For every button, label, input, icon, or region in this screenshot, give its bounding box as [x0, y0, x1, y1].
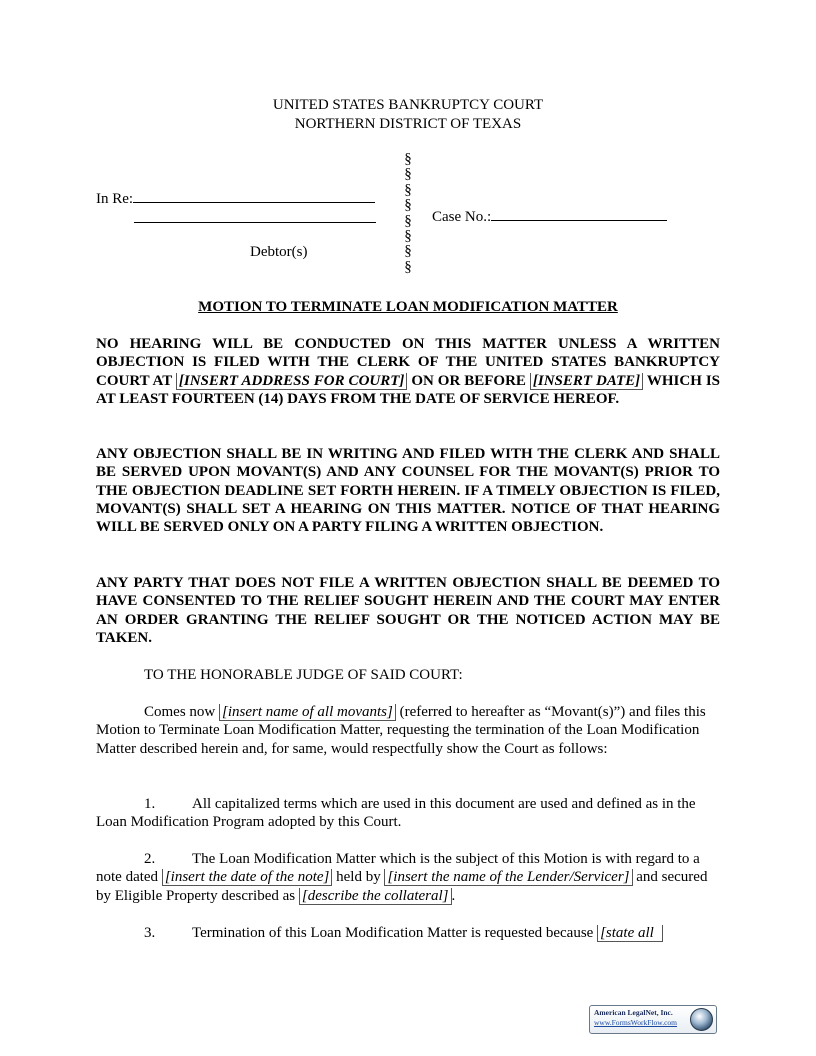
- item-3-text-a: Termination of this Loan Modification Matter is requested because: [192, 925, 598, 941]
- court-district: NORTHERN DISTRICT OF TEXAS: [294, 116, 522, 132]
- motion-title: MOTION TO TERMINATE LOAN MODIFICATION MATTER: [198, 299, 618, 315]
- section-symbol: §: [404, 197, 412, 214]
- movants-name-field[interactable]: [insert name of all movants]: [219, 704, 396, 721]
- notice-paragraph-1: [96, 335, 720, 408]
- item-number: 2.: [144, 851, 156, 867]
- objection-date-field[interactable]: [INSERT DATE]: [530, 373, 643, 390]
- globe-icon: [690, 1008, 713, 1031]
- intro-text-b: (referred to hereafter as “Movant(s)”) and files this Motion to Terminate Loan Modification Matter, requesting the termination of the Loan Modification Matter described herein and, for same, would respectfully show the Court as follows:: [96, 704, 706, 757]
- notice-paragraph-2: ANY OBJECTION SHALL BE IN WRITING AND FILED WITH THE CLERK AND SHALL BE SERVED UPON MOVANT(S) AND ANY COUNSEL FOR THE MOVANT(S) PRIOR TO THE OBJECTION DEADLINE SET FORTH HEREIN. IF A TIMELY OBJECTION IS FILED, MOVANT(S) SHALL SET A HEARING ON THIS MATTER. NOTICE OF THAT HEARING WILL BE SERVED ONLY ON A PARTY FILING A WRITTEN OBJECTION.: [96, 446, 720, 536]
- note-date-field[interactable]: [insert the date of the note]: [162, 869, 333, 886]
- numbered-item-2: [96, 850, 720, 905]
- item-2-text-c: and secured by Eligible Property described as: [96, 869, 708, 904]
- case-no-label: Case No.:: [432, 209, 492, 225]
- item-number: 1.: [144, 796, 156, 812]
- section-symbol: §: [404, 228, 412, 245]
- in-re-block: [96, 188, 376, 229]
- numbered-item-3: [96, 924, 720, 942]
- numbered-item-1: [96, 795, 720, 832]
- termination-reasons-field[interactable]: [state all: [597, 925, 663, 942]
- in-re-blank-line-1[interactable]: [133, 188, 375, 203]
- section-symbol: §: [404, 258, 412, 275]
- section-symbol-column: [401, 152, 415, 275]
- section-symbol: §: [404, 212, 412, 229]
- item-1-text: All capitalized terms which are used in this document are used and defined as in the Loan Modification Program adopted by this Court.: [96, 796, 696, 831]
- salutation: TO THE HONORABLE JUDGE OF SAID COURT:: [144, 667, 463, 683]
- intro-paragraph: [96, 703, 720, 758]
- debtor-label: Debtor(s): [250, 244, 308, 260]
- notice1-text-b: ON OR BEFORE: [407, 372, 530, 389]
- logo-company-name: American LegalNet, Inc.: [594, 1008, 673, 1017]
- court-header: [0, 96, 816, 134]
- case-number-block: [432, 206, 667, 226]
- section-symbol: §: [404, 166, 412, 183]
- section-symbol: §: [404, 151, 412, 167]
- section-symbol: §: [404, 181, 412, 198]
- logo-website-link[interactable]: www.FormsWorkFlow.com: [594, 1018, 678, 1027]
- in-re-label: In Re:: [96, 191, 134, 207]
- notice1-text-a: NO HEARING WILL BE CONDUCTED ON THIS MATTER UNLESS A WRITTEN OBJECTION IS FILED WITH THE CLERK OF THE UNITED STATES BANKRUPTCY COURT AT: [96, 336, 720, 389]
- section-symbol: §: [404, 243, 412, 260]
- court-address-field[interactable]: [INSERT ADDRESS FOR COURT]: [176, 373, 408, 390]
- in-re-blank-line-2[interactable]: [134, 208, 376, 223]
- lender-name-field[interactable]: [insert the name of the Lender/Servicer]: [384, 869, 632, 886]
- court-name: UNITED STATES BANKRUPTCY COURT: [272, 97, 544, 113]
- case-no-blank-line[interactable]: [491, 206, 667, 221]
- notice-paragraph-3: ANY PARTY THAT DOES NOT FILE A WRITTEN OBJECTION SHALL BE DEEMED TO HAVE CONSENTED TO THE RELIEF SOUGHT HEREIN AND THE COURT MAY ENTER AN ORDER GRANTING THE RELIEF SOUGHT OR THE NOTICED ACTION MAY BE TAKEN.: [96, 575, 720, 646]
- item-2-text-d: .: [451, 887, 456, 904]
- american-legalnet-logo[interactable]: [589, 1005, 717, 1034]
- collateral-field[interactable]: [describe the collateral]: [299, 888, 452, 905]
- item-number: 3.: [144, 925, 156, 941]
- notice1-text-c: WHICH IS AT LEAST FOURTEEN (14) DAYS FROM THE DATE OF SERVICE HEREOF.: [96, 372, 720, 407]
- intro-text-a: Comes now: [144, 704, 219, 720]
- item-2-text-a: The Loan Modification Matter which is the subject of this Motion is with regard to a note dated: [96, 851, 700, 886]
- item-2-text-b: held by: [332, 869, 385, 886]
